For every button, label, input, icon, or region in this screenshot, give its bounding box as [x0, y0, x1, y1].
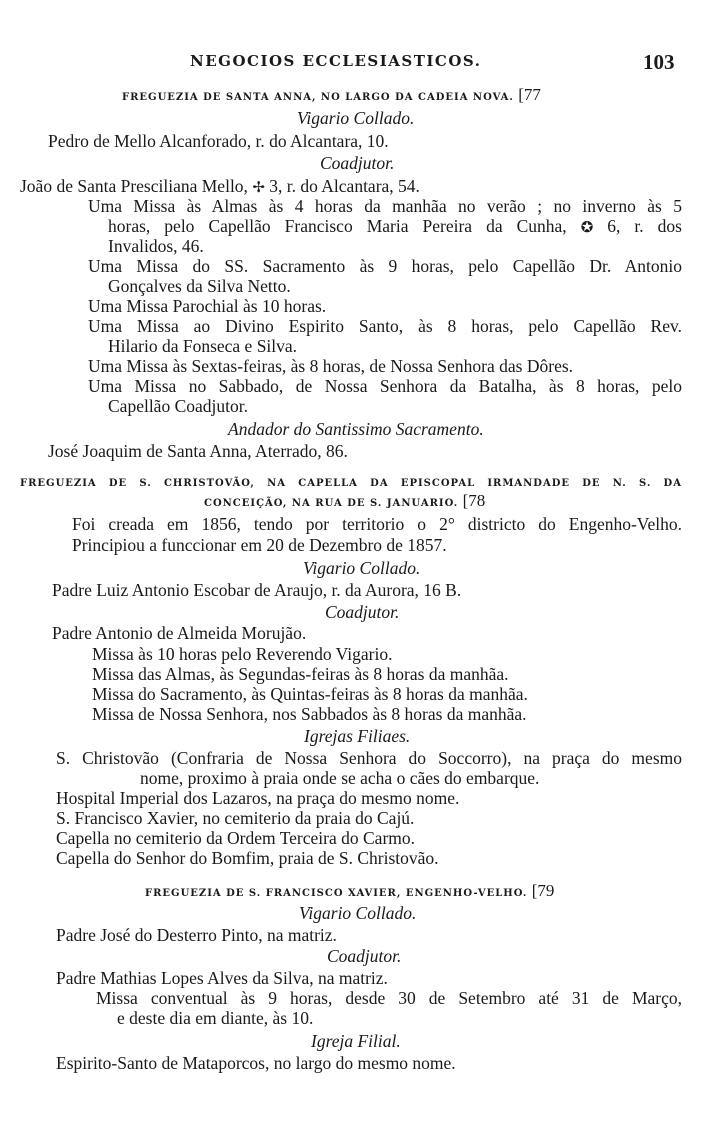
list-item: [108, 216, 682, 237]
vigario-label: Vigario Collado.: [297, 108, 415, 128]
list-item: Missa às 10 horas pelo Reverendo Vigario.: [92, 644, 393, 664]
coadjutor-entry: Padre Antonio de Almeida Morujão.: [52, 623, 307, 643]
list-item: e deste dia em diante, às 10.: [117, 1008, 314, 1028]
page-number: 103: [643, 50, 675, 74]
vigario-entry: Padre José do Desterro Pinto, na matriz.: [56, 925, 337, 945]
section-heading-cont: [204, 490, 485, 514]
coadjutor-name: João de Santa Presciliana Mello,: [20, 176, 248, 196]
vigario-label: Vigario Collado.: [299, 903, 417, 923]
vigario-entry: Pedro de Mello Alcanforado, r. do Alcantara, 10.: [48, 131, 389, 151]
coadjutor-entry: Padre Mathias Lopes Alves da Silva, na matriz.: [56, 968, 388, 988]
list-item: Uma Missa Parochial às 10 horas.: [88, 296, 327, 316]
coadjutor-label: Coadjutor.: [320, 153, 395, 173]
list-item: Hilario da Fonseca e Silva.: [108, 336, 298, 356]
list-item: Uma Missa do SS. Sacramento às 9 horas, pelo Capellão Dr. Antonio: [88, 256, 682, 276]
section-heading-text: CONCEIÇÃO, NA RUA DE S. JANUARIO.: [204, 498, 459, 509]
missa-address: 6, r. dos: [607, 216, 682, 236]
missa-text: horas, pelo Capellão Francisco Maria Pereira da Cunha,: [108, 216, 567, 236]
list-item: Uma Missa ao Divino Espirito Santo, às 8 horas, pelo Capellão Rev.: [88, 316, 682, 336]
list-item: Invalidos, 46.: [108, 236, 204, 256]
list-item: S. Christovão (Confraria de Nossa Senhora do Soccorro), na praça do mesmo: [56, 748, 682, 768]
list-item: Gonçalves da Silva Netto.: [108, 276, 291, 296]
andador-entry: José Joaquim de Santa Anna, Aterrado, 86.: [48, 441, 348, 461]
andador-label: Andador do Santissimo Sacramento.: [228, 419, 484, 439]
section-heading-text: FREGUEZIA DE S. FRANCISCO XAVIER, ENGENHO-VELHO.: [145, 888, 528, 899]
coadjutor-address: 3, r. do Alcantara, 54.: [269, 176, 420, 196]
section-ref: [78: [462, 491, 486, 510]
list-item: Uma Missa às Sextas-feiras, às 8 horas, de Nossa Senhora das Dôres.: [88, 356, 574, 376]
vigario-label: Vigario Collado.: [303, 558, 421, 578]
intro-line: Principiou a funccionar em 20 de Dezembro de 1857.: [72, 535, 447, 555]
coadjutor-entry: [20, 176, 420, 197]
list-item: Missa conventual às 9 horas, desde 30 de Setembro até 31 de Março,: [96, 988, 682, 1008]
list-item: Capellão Coadjutor.: [108, 396, 248, 416]
list-item: Missa de Nossa Senhora, nos Sabbados às 8 horas da manhãa.: [92, 704, 527, 724]
page-header: [0, 50, 725, 74]
list-item: Missa do Sacramento, às Quintas-feiras às 8 horas da manhãa.: [92, 684, 528, 704]
list-item: Capella no cemiterio da Ordem Terceira do Carmo.: [56, 828, 416, 848]
list-item: Missa das Almas, às Segundas-feiras às 8 horas da manhãa.: [92, 664, 509, 684]
section-heading-s-francisco: [145, 880, 554, 904]
list-item: Uma Missa no Sabbado, de Nossa Senhora da Batalha, às 8 horas, pelo: [88, 376, 682, 396]
vigario-entry: Padre Luiz Antonio Escobar de Araujo, r. da Aurora, 16 B.: [52, 580, 462, 600]
list-item: nome, proximo à praia onde se acha o cães do embarque.: [140, 768, 540, 788]
section-heading-text: FREGUEZIA DE SANTA ANNA, NO LARGO DA CADEIA NOVA.: [122, 92, 514, 103]
running-title: NEGOCIOS ECCLESIASTICOS.: [190, 52, 482, 70]
intro-line: Foi creada em 1856, tendo por territorio o 2° districto do Engenho-Velho.: [72, 514, 682, 534]
star-icon: ✪: [580, 218, 594, 236]
igrejas-label: Igrejas Filiaes.: [304, 726, 411, 746]
section-ref: [79: [531, 881, 555, 900]
list-item: Hospital Imperial dos Lazaros, na praça do mesmo nome.: [56, 788, 460, 808]
section-heading-santa-anna: [122, 84, 541, 108]
igreja-entry: Espirito-Santo de Mataporcos, no largo do mesmo nome.: [56, 1053, 456, 1073]
igreja-label: Igreja Filial.: [311, 1031, 401, 1051]
list-item: Uma Missa às Almas às 4 horas da manhãa no verão ; no inverno às 5: [88, 196, 682, 216]
section-ref: [77: [518, 85, 541, 104]
list-item: S. Francisco Xavier, no cemiterio da praia do Cajú.: [56, 808, 415, 828]
coadjutor-label: Coadjutor.: [327, 946, 402, 966]
section-heading-text: FREGUEZIA DE S. CHRISTOVÃO, NA CAPELLA DA EPISCOPAL IRMANDADE DE N. S. DA: [20, 478, 682, 489]
cross-icon: ✢: [252, 178, 265, 196]
coadjutor-label: Coadjutor.: [325, 602, 400, 622]
list-item: Capella do Senhor do Bomfim, praia de S. Christovão.: [56, 848, 439, 868]
